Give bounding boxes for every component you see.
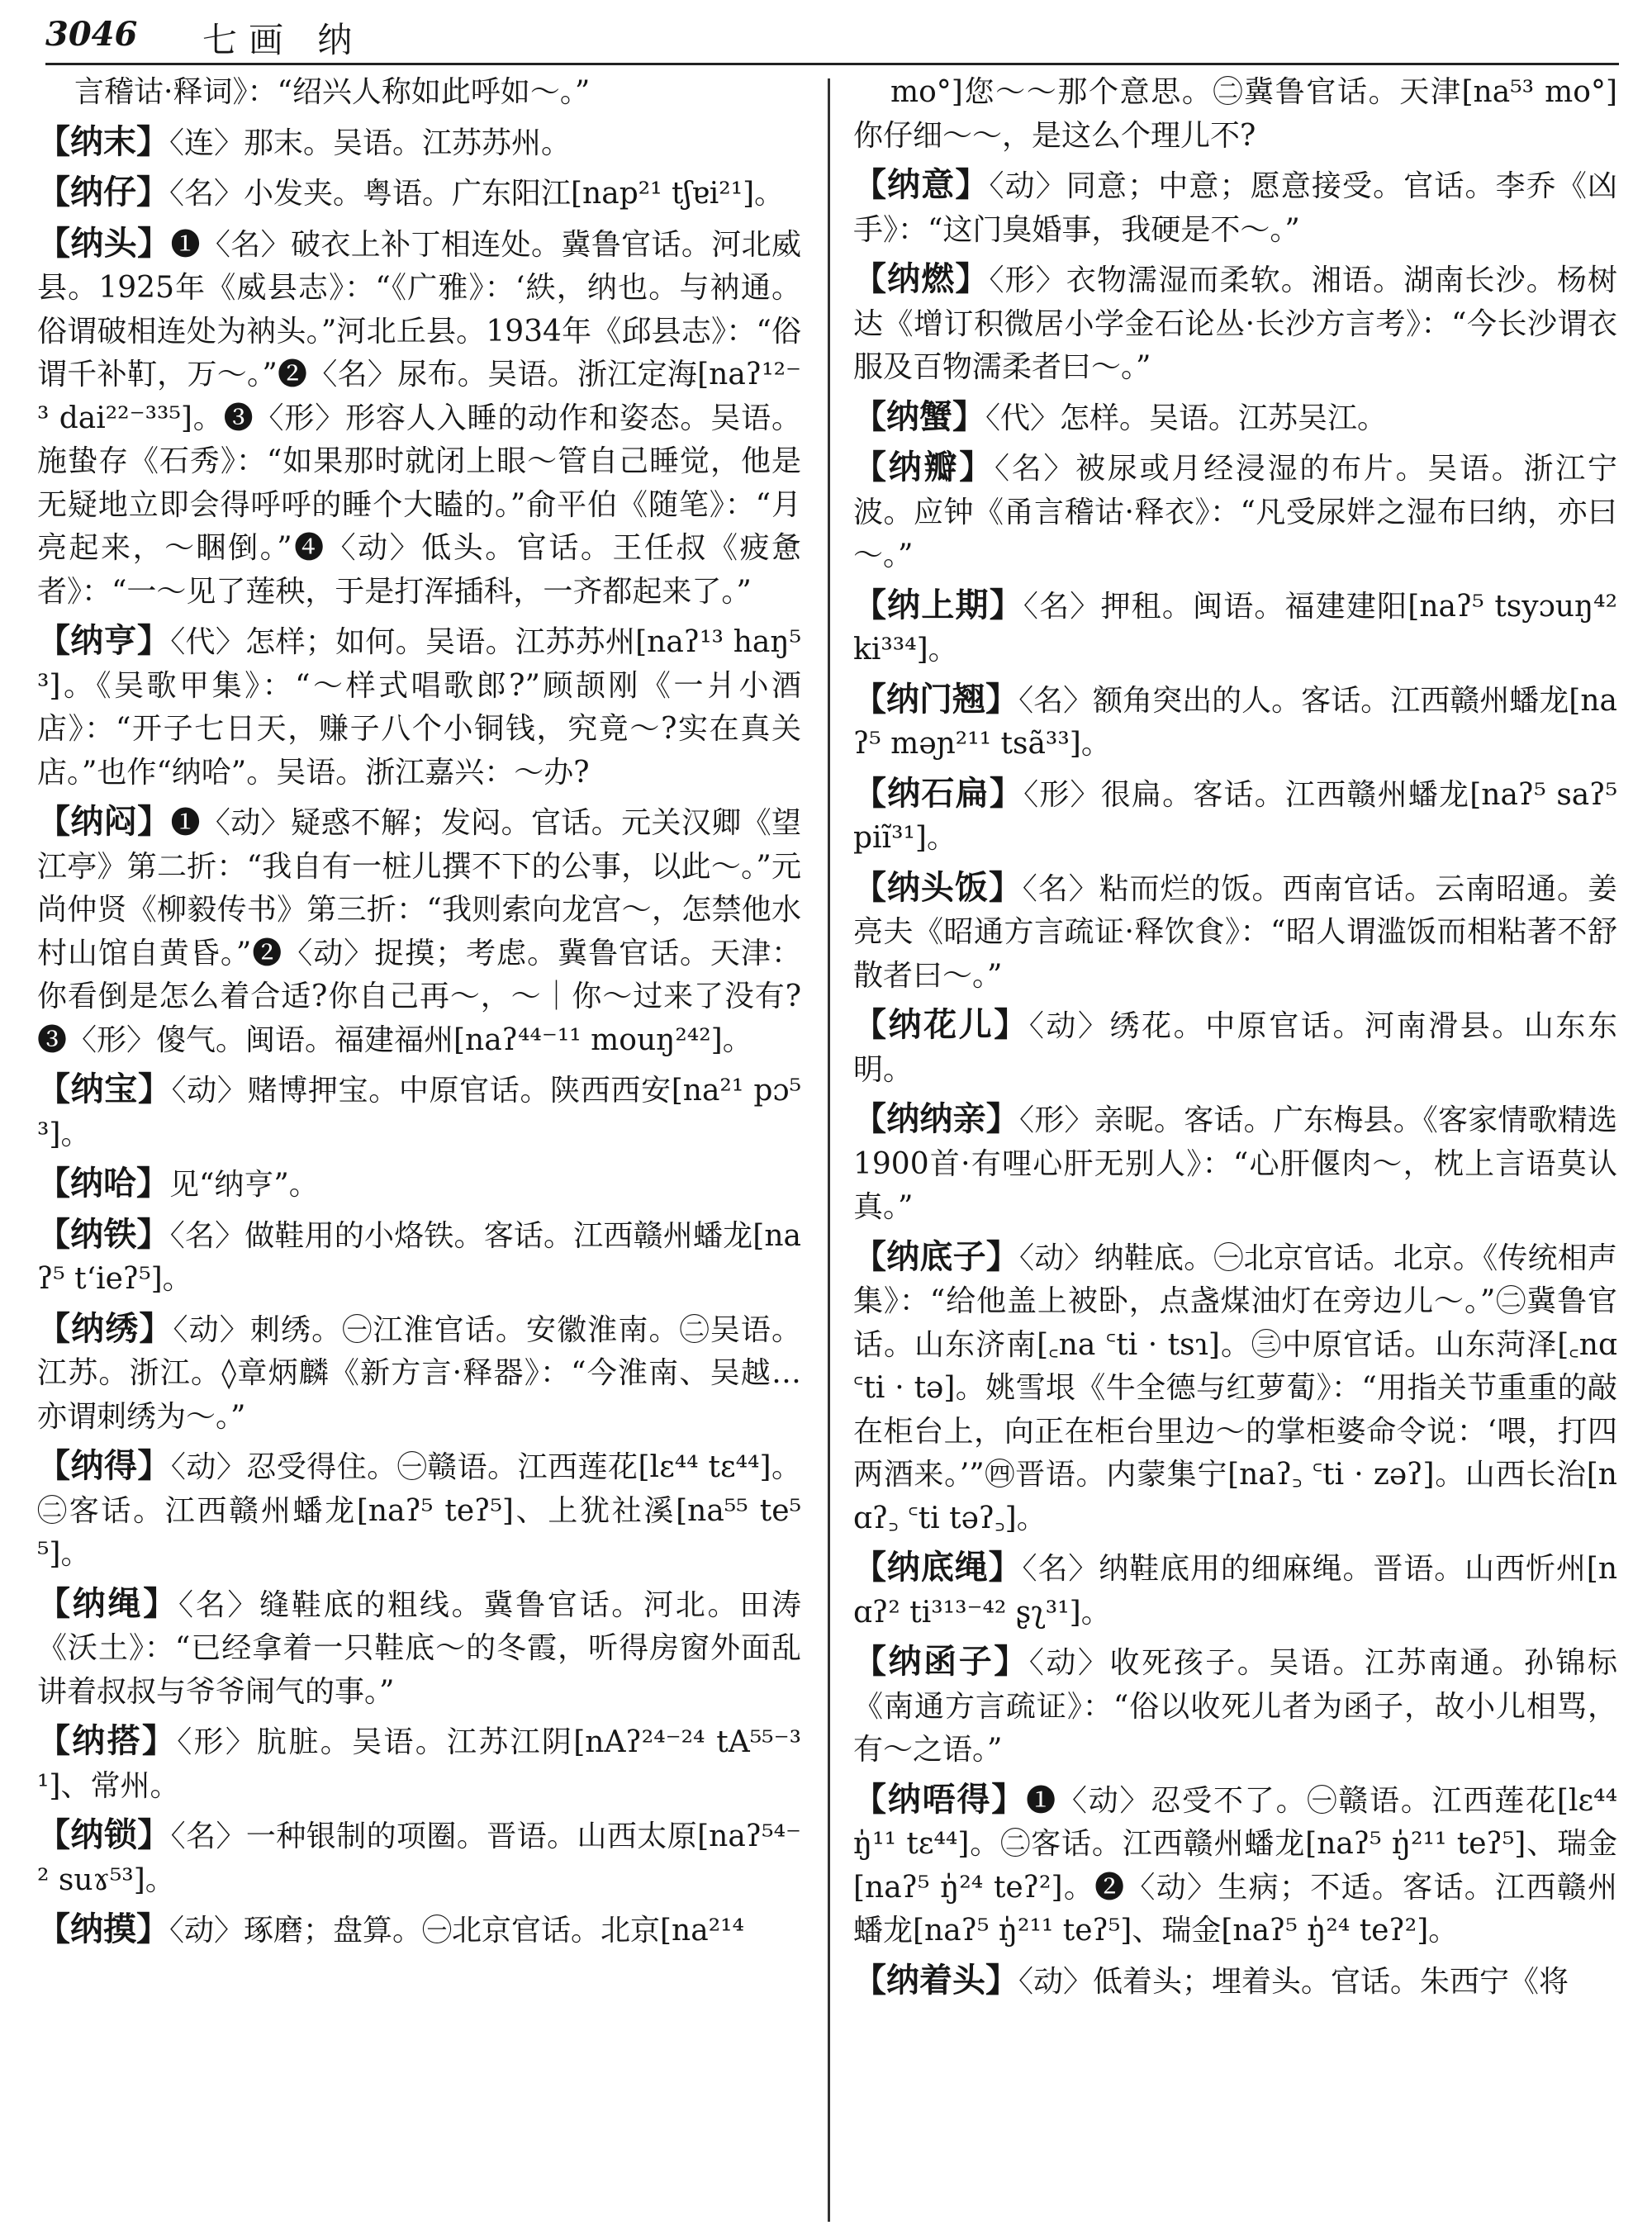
entry-definition: 〈名〉粘而烂的饭。西南官话。云南昭通。姜亮夫《昭通方言疏证·释饮食》：“昭人谓滥饭而相粘著不舒散者曰～。” — [853, 871, 1617, 993]
dictionary-entry — [853, 1640, 1617, 1772]
entry-definition: 〈动〉绣花。中原官话。河南滑县。山东东明。 — [853, 1009, 1617, 1087]
entry-headword: 【纳底子】 — [853, 1237, 1019, 1276]
dictionary-entry — [853, 1778, 1617, 1953]
entry-definition: 〈动〉同意；中意；愿意接受。官话。李乔《凶手》：“这门臭婚事，我硬是不～。” — [853, 169, 1617, 247]
dictionary-entry — [853, 1959, 1617, 2005]
entry-headword: 【纳着头】 — [853, 1961, 1018, 2000]
entry-definition: 〈名〉缝鞋底的粗线。冀鲁官话。河北。田涛《沃土》：“已经拿着一只鞋底～的冬霞，听得房窗外面乱讲着叔叔与爷爷闹气的事。” — [37, 1587, 801, 1709]
column-separator — [828, 78, 830, 2222]
dictionary-entry — [37, 1445, 801, 1577]
entry-headword: 【纳纳亲】 — [853, 1100, 1019, 1138]
dictionary-entry — [853, 71, 1617, 158]
entry-headword: 【纳门翘】 — [853, 680, 1019, 719]
dictionary-entry — [853, 772, 1617, 861]
entry-headword: 【纳蟹】 — [853, 397, 985, 436]
entry-definition: 〈代〉怎样；如何。吴语。江苏苏州[naʔ¹³ haŋ⁵³]。《吴歌甲集》：“～样式唱歌郎?”顾颉刚《一爿小酒店》：“开子七日天，赚子八个小铜钱，究竟～?实在真关店。”也作“纳哈”。吴语。浙江嘉兴：～办? — [37, 625, 801, 790]
page-number: 3046 — [45, 15, 138, 54]
dictionary-entry — [37, 1307, 801, 1440]
dictionary-entry — [37, 1908, 801, 1953]
entry-definition: 〈动〉琢磨；盘算。㊀北京官话。北京[na²¹⁴ — [169, 1914, 744, 1948]
entry-headword: 【纳末】 — [37, 122, 169, 161]
entry-headword: 【纳底绳】 — [853, 1549, 1023, 1587]
entry-headword: 【纳唔得】 — [853, 1780, 1027, 1819]
entry-headword: 【纳意】 — [853, 166, 990, 204]
dictionary-entry — [37, 1720, 801, 1808]
entry-definition: ❶〈动〉忍受不了。㊀赣语。江西莲花[lɛ⁴⁴ ŋ̍¹¹ tɛ⁴⁴]。㊁客话。江西赣州蟠龙[naʔ⁵ ŋ̍²¹¹ teʔ⁵]、瑞金[naʔ⁵ ŋ̍²⁴ teʔ²]。❷〈动〉生病；不适。客话。江西赣州蟠龙[naʔ⁵ ŋ̍²¹¹ teʔ⁵]、瑞金[naʔ⁵ ŋ̍²⁴ teʔ²]。 — [853, 1783, 1617, 1948]
entry-definition: 〈名〉一种银制的项圈。晋语。山西太原[naʔ⁵⁴⁻² suɤ⁵³]。 — [37, 1820, 801, 1897]
dictionary-entry — [853, 258, 1617, 390]
dictionary-entry — [853, 1004, 1617, 1092]
entry-headword: 【纳头】 — [37, 224, 171, 263]
entry-definition: 〈名〉纳鞋底用的细麻绳。晋语。山西忻州[nɑʔ² ti³¹³⁻⁴² ʂʅ³¹]。 — [853, 1552, 1618, 1630]
entry-definition: ❶〈动〉疑惑不解；发闷。官话。元关汉卿《望江亭》第二折：“我自有一桩儿撰不下的公事，以此～。”元尚仲贤《柳毅传书》第三折：“我则索向龙宫～，怎禁他水村山馆自黄昏。”❷〈动〉捉摸；考虑。冀鲁官话。天津：你看倒是怎么着合适?你自己再～，～｜你～过来了没有?❸〈形〉傻气。闽语。福建福州[naʔ⁴⁴⁻¹¹ mouŋ²⁴²]。 — [37, 806, 801, 1057]
entry-definition: 〈动〉纳鞋底。㊀北京官话。北京。《传统相声集》：“给他盖上被卧，点盏煤油灯在旁边儿～。”㊁冀鲁官话。山东济南[꜀na ꜂ti · tsɿ]。㊂中原官话。山东菏泽[꜀nɑ ꜂ti · tə]。姚雪垠《牛全德与红萝蔔》：“用指关节重重的敲在柜台上，向正在柜台里边～的掌柜婆命令说：‘喂，打四两酒来。’”㊃晋语。内蒙集宁[naʔ꜆ ꜂ti · zəʔ]。山西长治[nɑʔ꜆ ꜂ti təʔ꜆]。 — [853, 1241, 1617, 1535]
entry-headword: 【纳上期】 — [853, 586, 1023, 624]
entry-headword: 【纳头饭】 — [853, 868, 1023, 907]
dictionary-entry — [853, 396, 1617, 441]
entry-definition: 〈名〉押租。闽语。福建建阳[naʔ⁵ tsyɔuŋ⁴² ki³³⁴]。 — [853, 589, 1618, 667]
dictionary-entry — [37, 222, 801, 614]
entry-definition: 〈形〉很扁。客话。江西赣州蟠龙[naʔ⁵ saʔ⁵ piĩ³¹]。 — [853, 777, 1617, 855]
entry-definition: 〈动〉刺绣。㊀江淮官话。安徽淮南。㊁吴语。江苏。浙江。◊章炳麟《新方言·释器》：“今淮南、吴越…亦谓刺绣为～。” — [37, 1312, 801, 1434]
entry-headword: 【纳仔】 — [37, 173, 169, 211]
dictionary-entry — [853, 446, 1617, 578]
entry-headword: 【纳摸】 — [37, 1910, 169, 1948]
entry-headword: 【纳哈】 — [37, 1165, 169, 1203]
entry-definition: 〈代〉怎样。吴语。江苏吴江。 — [985, 401, 1388, 435]
dictionary-entry — [37, 1582, 801, 1715]
dictionary-entry — [853, 1236, 1617, 1541]
dictionary-entry — [37, 1814, 801, 1902]
entry-definition: 〈名〉额角突出的人。客话。江西赣州蟠龙[naʔ⁵ məɲ²¹¹ tsã³³]。 — [853, 683, 1617, 761]
entry-headword: 【纳铁】 — [37, 1215, 170, 1254]
entry-headword: 【纳燃】 — [853, 260, 990, 298]
dictionary-entry — [37, 1068, 801, 1156]
entry-headword: 【纳石扁】 — [853, 774, 1024, 813]
dictionary-entry — [37, 71, 801, 115]
entry-headword: 【纳宝】 — [37, 1070, 172, 1108]
entry-headword: 【纳得】 — [37, 1447, 171, 1485]
entry-definition: 〈动〉赌博押宝。中原官话。陕西西安[na²¹ pɔ⁵³]。 — [37, 1074, 802, 1151]
entry-headword: 【纳闷】 — [37, 803, 171, 841]
entry-headword: 【纳函子】 — [853, 1643, 1029, 1681]
entry-definition: mo°]您～～那个意思。㊁冀鲁官话。天津[na⁵³ mo°]你仔细～～，是这么个理儿不? — [853, 75, 1617, 153]
dictionary-entry — [37, 1162, 801, 1208]
header-rule — [45, 63, 1619, 65]
entry-definition: 〈名〉被尿或月经浸湿的布片。吴语。浙江宁波。应钟《甬言稽诂·释衣》：“凡受尿姅之湿布曰纳，亦曰～。” — [853, 452, 1617, 572]
entry-definition: 〈形〉亲昵。客话。广东梅县。《客家情歌精选1900首·有哩心肝无别人》：“心肝偃肉～，枕上言语莫认真。” — [853, 1103, 1617, 1224]
entry-definition: 〈形〉衣物濡湿而柔软。湘语。湖南长沙。杨树达《增订积微居小学金石论丛·长沙方言考》：“今长沙谓衣服及百物濡柔者曰～。” — [853, 263, 1617, 384]
dictionary-entry — [37, 1213, 801, 1302]
dictionary-entry — [37, 619, 801, 795]
entry-headword: 【纳瓣】 — [853, 448, 995, 486]
dictionary-entry — [853, 1546, 1617, 1635]
entry-headword: 【纳锁】 — [37, 1816, 171, 1854]
page-header — [45, 8, 1619, 59]
entry-definition: 〈动〉忍受得住。㊀赣语。江西莲花[lɛ⁴⁴ tɛ⁴⁴]。㊁客话。江西赣州蟠龙[naʔ⁵ teʔ⁵]、上犹社溪[na⁵⁵ te⁵⁵]。 — [37, 1450, 802, 1571]
left-column — [37, 71, 801, 1959]
entry-definition: ❶〈名〉破衣上补丁相连处。冀鲁官话。河北威县。1925年《威县志》：“《广雅》：‘紩，纳也。与衲通。俗谓破相连处为衲头。”河北丘县。1934年《邱县志》：“俗谓千补靪，万～。”❷〈名〉尿布。吴语。浙江定海[naʔ¹²⁻³ dai²²⁻³³⁵]。❸〈形〉形容人入睡的动作和姿态。吴语。施蛰存《石秀》：“如果那时就闭上眼～管自己睡觉，他是无疑地立即会得呼呼的睡个大瞌的。”俞平伯《随笔》：“月亮起来，～睏倒。”❹〈动〉低头。官话。王任叔《疲惫者》：“一～见了莲秧，于是打浑插科，一齐都起来了。” — [37, 227, 801, 609]
entry-definition: 〈形〉肮脏。吴语。江苏江阴[nAʔ²⁴⁻²⁴ tA⁵⁵⁻³¹]、常州。 — [37, 1725, 801, 1803]
entry-definition: 〈动〉低着头；埋着头。官话。朱西宁《将 — [1018, 1964, 1569, 1999]
entry-definition: 〈动〉收死孩子。吴语。江苏南通。孙锦标《南通方言疏证》：“俗以收死儿者为函子，故小儿相骂，有～之语。” — [853, 1646, 1617, 1767]
dictionary-entry — [853, 678, 1617, 766]
dictionary-entry — [37, 121, 801, 166]
dictionary-entry — [37, 800, 801, 1062]
entry-headword: 【纳搭】 — [37, 1722, 178, 1760]
dictionary-entry — [853, 584, 1617, 672]
entry-definition: 〈连〉那末。吴语。江苏苏州。 — [169, 126, 572, 160]
dictionary-entry — [853, 866, 1617, 999]
entry-headword: 【纳亨】 — [37, 622, 171, 660]
entry-headword: 【纳花儿】 — [853, 1006, 1029, 1044]
dictionary-entry — [853, 164, 1617, 252]
dictionary-entry — [37, 171, 801, 216]
entry-headword: 【纳绳】 — [37, 1584, 178, 1623]
entry-definition: 言稽诂·释词》：“绍兴人称如此呼如～。” — [74, 75, 591, 109]
entry-headword: 【纳绣】 — [37, 1309, 173, 1348]
section-title: 七画 纳 — [202, 20, 364, 60]
right-column — [853, 71, 1617, 2009]
entry-definition: 〈名〉小发夹。粤语。广东阳江[nap²¹ tʃɐi²¹]。 — [169, 177, 785, 211]
dictionary-entry — [853, 1098, 1617, 1230]
entry-definition: 见“纳亨”。 — [169, 1168, 319, 1202]
entry-definition: 〈名〉做鞋用的小烙铁。客话。江西赣州蟠龙[naʔ⁵ tʻieʔ⁵]。 — [37, 1218, 801, 1296]
